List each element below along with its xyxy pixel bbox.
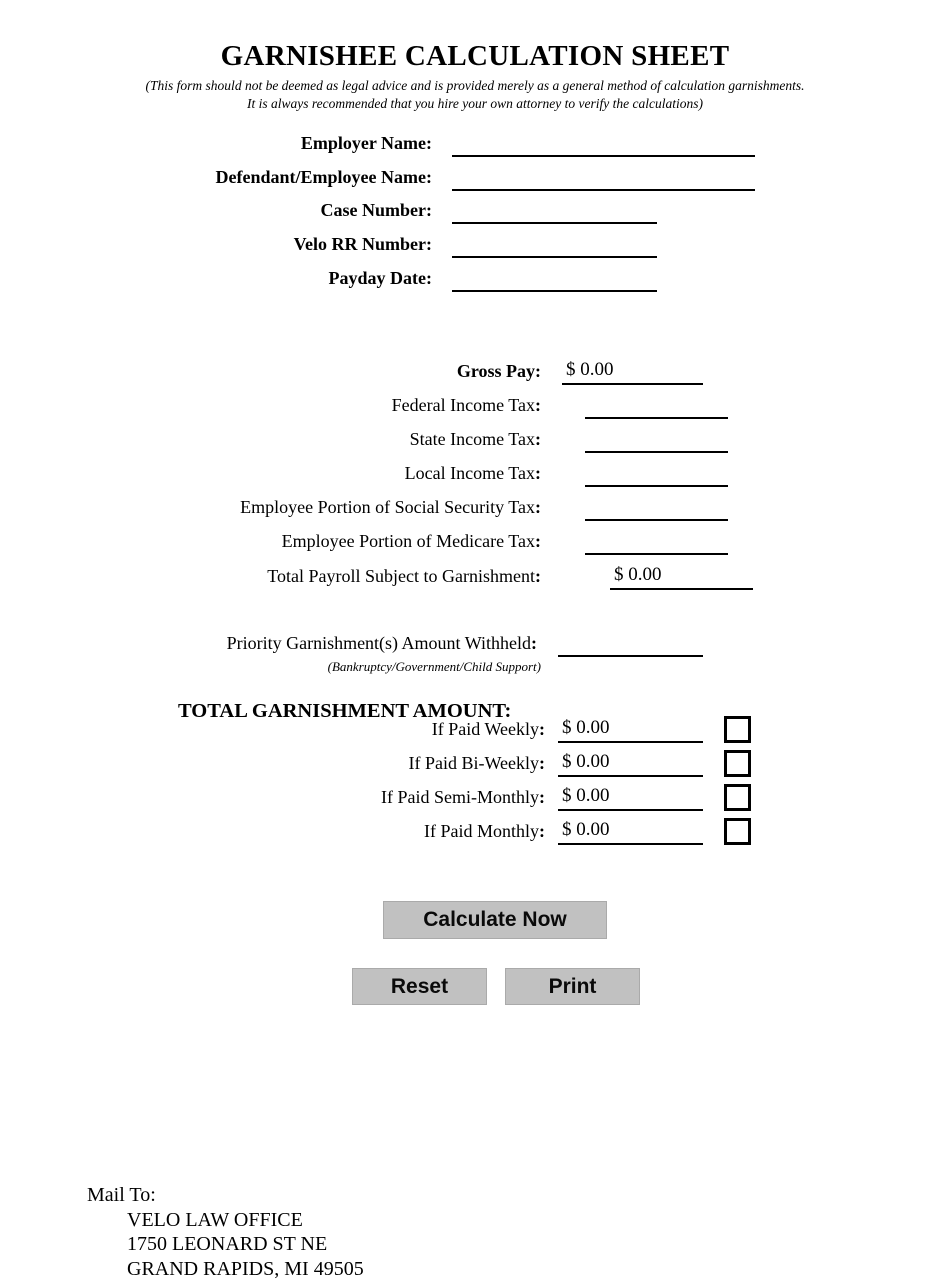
priority-garnishment-row — [0, 630, 950, 657]
defendant-employee-name-label: Defendant/Employee Name: — [215, 167, 432, 187]
total-payroll-input[interactable] — [610, 563, 753, 590]
velo-rr-number-label: Velo RR Number: — [293, 234, 432, 254]
mail-to-line-3: GRAND RAPIDS, MI 49505 — [127, 1257, 364, 1280]
reset-button[interactable]: Reset — [352, 968, 487, 1005]
paid-monthly-row — [0, 818, 950, 845]
total-payroll-label: Total Payroll Subject to Garnishment: — [267, 566, 541, 586]
paid-biweekly-row — [0, 750, 950, 777]
payday-date-label: Payday Date: — [328, 268, 432, 288]
paid-semimonthly-checkbox[interactable] — [724, 784, 751, 811]
paid-semimonthly-label: If Paid Semi-Monthly: — [381, 787, 545, 807]
paid-weekly-row — [0, 716, 950, 743]
state-income-tax-row — [0, 426, 950, 453]
velo-rr-number-row — [0, 231, 950, 258]
employer-name-input[interactable] — [452, 130, 755, 157]
paid-semimonthly-amount-input[interactable] — [558, 784, 703, 811]
mail-to-heading: Mail To: — [87, 1184, 156, 1206]
federal-income-tax-row — [0, 392, 950, 419]
gross-pay-label: Gross Pay: — [456, 361, 541, 381]
paid-biweekly-checkbox[interactable] — [724, 750, 751, 777]
print-button[interactable]: Print — [505, 968, 640, 1005]
case-number-label: Case Number: — [320, 200, 432, 220]
employer-name-label: Employer Name: — [300, 133, 432, 153]
paid-biweekly-label: If Paid Bi-Weekly: — [408, 753, 545, 773]
state-income-tax-input[interactable] — [585, 426, 728, 453]
defendant-employee-name-input[interactable] — [452, 164, 755, 191]
total-garnishment-heading: TOTAL GARNISHMENT AMOUNT: — [178, 700, 512, 722]
paid-monthly-amount-input[interactable] — [558, 818, 703, 845]
total-payroll-row — [0, 563, 950, 590]
medicare-tax-row — [0, 528, 950, 555]
priority-garnishment-label: Priority Garnishment(s) Amount Withheld: — [226, 633, 537, 653]
paid-monthly-checkbox[interactable] — [724, 818, 751, 845]
local-income-tax-row — [0, 460, 950, 487]
employer-name-row — [0, 130, 950, 157]
disclaimer-line-2: It is always recommended that you hire your own attorney to verify the calculations) — [246, 96, 704, 111]
priority-garnishment-caption: (Bankruptcy/Government/Child Support) — [327, 659, 541, 674]
calculate-now-button[interactable]: Calculate Now — [383, 901, 607, 939]
social-security-tax-row — [0, 494, 950, 521]
social-security-tax-input[interactable] — [585, 494, 728, 521]
local-income-tax-input[interactable] — [585, 460, 728, 487]
paid-weekly-amount-input[interactable] — [558, 716, 703, 743]
paid-biweekly-amount-input[interactable] — [558, 750, 703, 777]
disclaimer-text — [0, 77, 950, 113]
gross-pay-row — [0, 358, 950, 385]
case-number-row — [0, 197, 950, 224]
mail-to-block — [87, 1183, 364, 1281]
disclaimer-line-1: (This form should not be deemed as legal advice and is provided merely as a general method of calculation garnishments. — [145, 78, 805, 93]
mail-to-line-2: 1750 LEONARD ST NE — [127, 1233, 328, 1255]
defendant-employee-name-row — [0, 164, 950, 191]
federal-income-tax-label: Federal Income Tax: — [391, 395, 541, 415]
priority-garnishment-input[interactable] — [558, 630, 703, 657]
local-income-tax-label: Local Income Tax: — [404, 463, 541, 483]
paid-semimonthly-row — [0, 784, 950, 811]
state-income-tax-label: State Income Tax: — [409, 429, 541, 449]
velo-rr-number-input[interactable] — [452, 231, 657, 258]
paid-weekly-label: If Paid Weekly: — [431, 719, 545, 739]
medicare-tax-label: Employee Portion of Medicare Tax: — [281, 531, 541, 551]
gross-pay-input[interactable] — [562, 358, 703, 385]
payday-date-input[interactable] — [452, 265, 657, 292]
federal-income-tax-input[interactable] — [585, 392, 728, 419]
case-number-input[interactable] — [452, 197, 657, 224]
payday-date-row — [0, 265, 950, 292]
paid-weekly-checkbox[interactable] — [724, 716, 751, 743]
mail-to-line-1: VELO LAW OFFICE — [127, 1208, 303, 1231]
medicare-tax-input[interactable] — [585, 528, 728, 555]
social-security-tax-label: Employee Portion of Social Security Tax: — [240, 497, 541, 517]
paid-monthly-label: If Paid Monthly: — [424, 821, 545, 841]
page-title: GARNISHEE CALCULATION SHEET — [220, 40, 730, 72]
